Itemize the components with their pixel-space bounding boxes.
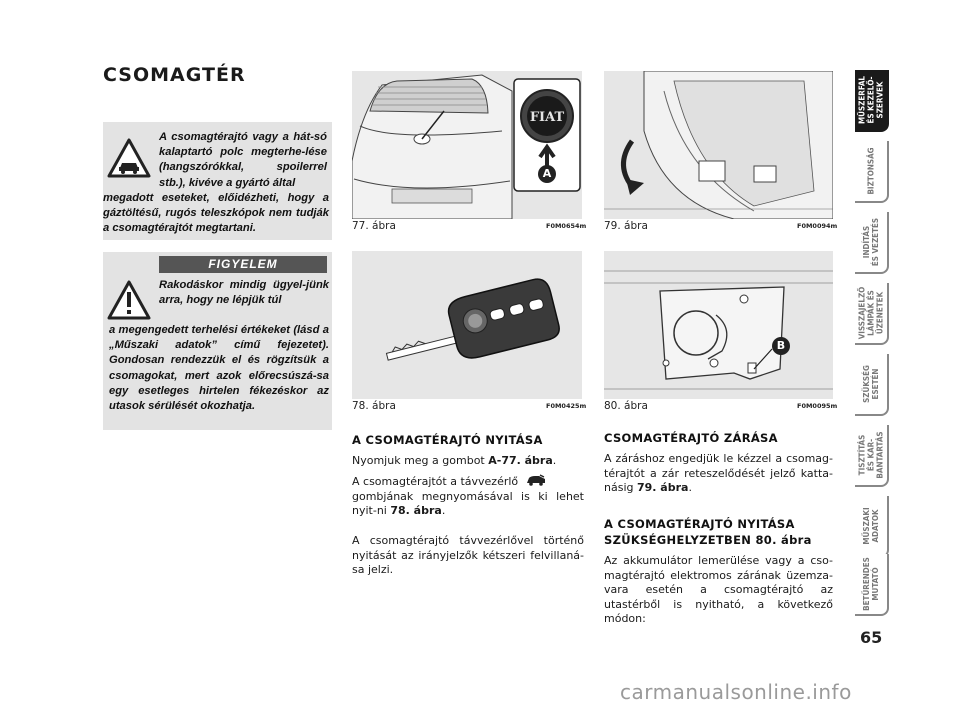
tab-emergency[interactable]: SZÜKSÉG ESETÉN [855,354,889,416]
tailgate-interior-illustration [604,71,833,219]
exclamation-warning-icon [107,280,151,320]
caution-box-hatch-load [103,122,332,240]
car-rear-illustration [352,71,582,219]
callout-a: A [538,165,556,183]
page-number: 65 [860,628,883,647]
tab-safety[interactable]: BIZTONSÁG [855,141,889,203]
figure-77-caption: 77. ábra [352,220,396,232]
warning-badge: FIGYELEM [159,256,327,273]
section-heading-closing: CSOMAGTÉRAJTÓ ZÁRÁSA [604,431,778,445]
figure-80-code: F0M0095m [797,402,838,410]
tab-starting-driving[interactable]: INDÍTÁS ÉS VEZETÉS [855,212,889,274]
opening-paragraph-1: Nyomjuk meg a gombot A-77. ábra. [352,454,557,467]
tab-dashboard-controls[interactable]: MŰSZERFAL ÉS KEZELŐ- SZERVEK [855,70,889,132]
tab-technical-data[interactable]: MŰSZAKI ADATOK [855,496,889,558]
opening-paragraph-3: A csomagtérajtó távvezérlővel történő nyitását az irányjelzők kétszeri felvillaná-sa jelzi. [352,534,584,576]
tab-maintenance[interactable]: TISZTÍTÁS ÉS KAR- BANTARTÁS [855,425,889,487]
caution-text-bottom: megadott eseteket, előidézheti, hogy a gáztöltésű, rugós teleszkópok nem tudják a csomagtérajtót megtartani. [103,192,329,235]
section-heading-emergency: A CSOMAGTÉRAJTÓ NYITÁSA SZÜKSÉGHELYZETBEN 80. ábra [604,517,812,547]
emergency-paragraph-1: Az akkumulátor lemerülése vagy a cso-magtérajtó elektromos zárának üzemza-vara esetén a csomagtérajtó az utastérből is nyitható, a következő módon: [604,554,833,625]
figure-78-remote-key [352,251,582,399]
page-title: CSOMAGTÉR [103,64,246,86]
figure-79-caption: 79. ábra [604,220,648,232]
car-trunk-icon [525,474,547,486]
opening-paragraph-2: A csomagtérajtót a távvezérlő gombjának megnyomásával is ki lehet nyit-ni 78. ábra. [352,475,584,517]
figure-80-caption: 80. ábra [604,400,648,412]
figure-79-code: F0M0094m [797,222,838,230]
figure-79-tailgate-closing [604,71,833,219]
fiat-logo-text: FIAT [529,110,565,125]
figure-77-tailgate-button [352,71,582,219]
figure-80-lock-mechanism [604,251,833,399]
watermark: carmanualsonline.info [620,680,852,704]
callout-b: B [772,337,790,355]
warning-text-top: Rakodáskor mindig ügyel-jünk arra, hogy ne lépjük túl [159,279,329,307]
warning-text-bottom: a megengedett terhelési értékeket (lásd a „Műszaki adatok” című fejezetet). Gondosan rendezzük el és rögzítsük a csomagokat, mert azok előrecsúszá-sa egy esetleges hirtelen fékezéskor az utasok sérülését okozhatja. [109,324,329,413]
figure-78-caption: 78. ábra [352,400,396,412]
caution-text-top: A csomagtérajtó vagy a hát-só kalaptartó polc megterhe-lése (hangszórókkal, spoilerrel stb.), kivéve a gyártó által [159,131,327,189]
section-heading-opening: A CSOMAGTÉRAJTÓ NYITÁSA [352,433,543,447]
car-warning-icon [107,138,151,178]
remote-key-illustration [352,251,582,399]
lock-mechanism-illustration [604,251,833,399]
tab-warning-lights[interactable]: VISSZAJELZŐ LÁMPÁK ÉS ÜZENETEK [855,283,889,345]
warning-box-loading [103,252,332,430]
figure-77-code: F0M0654m [546,222,587,230]
tab-index[interactable]: BETŰRENDES MUTATÓ [855,554,889,616]
figure-78-code: F0M0425m [546,402,587,410]
closing-paragraph-1: A záráshoz engedjük le kézzel a csomag-térajtót a zár reteszelődését jelző katta-násig 79. ábra. [604,452,833,494]
